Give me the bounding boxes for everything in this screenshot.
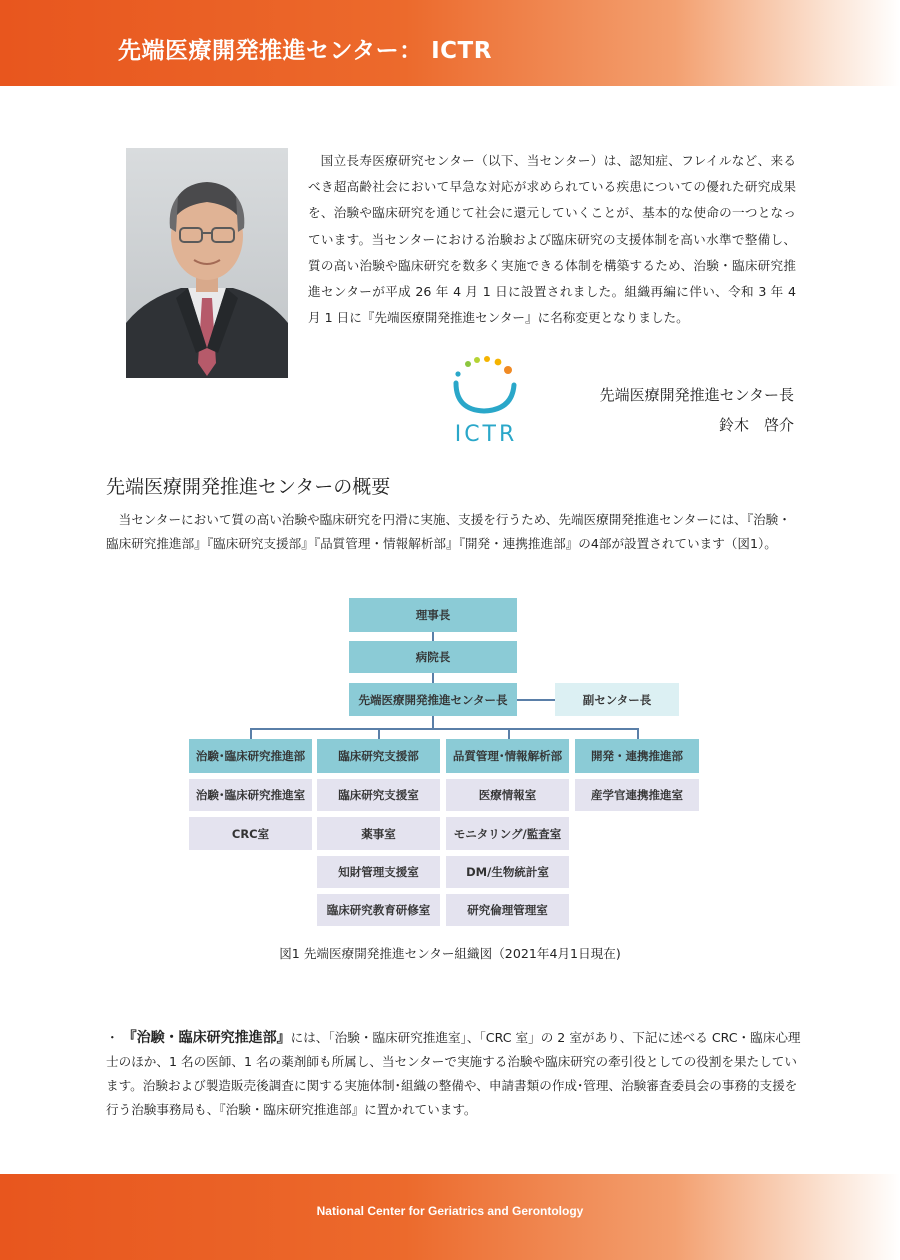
page-header [0,0,900,86]
connector-line [250,728,252,739]
connector-line [517,699,555,701]
page-title: 先端医療開発推進センター： ICTR [118,38,492,64]
org-division: 品質管理･情報解析部 [446,739,569,773]
figure-caption: 図1 先端医療開発推進センター組織図（2021年4月1日現在) [279,946,621,961]
director-title: 先端医療開発推進センター長 [599,386,794,404]
bullet-text: には、「治験・臨床研究推進室」、「CRC 室」の 2 室があり、下記に述べる CRC・臨床心理士のほか、1 名の医師、1 名の薬剤師も所属し、当センターで実施する治験や臨床研究の牽引役としての役割を果たしています。治験および製造販売後調査に関する実施体制･組織の整備や、申請書類の作成･管理、治験審査委員会の事務的支援を行う治験事務局も、『治験・臨床研究推進部』に置かれています。 [106,1030,801,1117]
director-portrait [126,148,288,378]
footer-text: National Center for Geriatrics and Gerontology [316,1204,584,1218]
connector-line [378,728,380,739]
org-division: 臨床研究支援部 [317,739,440,773]
org-box-chairman: 理事長 [349,598,517,632]
connector-line [432,716,434,729]
org-unit: 臨床研究教育研修室 [317,894,440,926]
org-unit: 産学官連携推進室 [575,779,699,811]
page-footer [0,1174,900,1260]
bullet-marker: ・ [106,1030,119,1045]
org-box-hospital-director: 病院長 [349,641,517,673]
org-box-center-director: 先端医療開発推進センター長 [349,683,517,716]
org-unit: 知財管理支援室 [317,856,440,888]
connector-line [637,728,639,739]
connector-line [432,632,434,641]
logo-text: ICTR [454,422,518,447]
org-box-deputy-director: 副センター長 [555,683,679,716]
org-unit: 医療情報室 [446,779,569,811]
ictr-logo [446,355,526,447]
org-unit: 臨床研究支援室 [317,779,440,811]
portrait-illustration [126,148,288,378]
connector-line [508,728,510,739]
bullet-paragraph [106,1026,802,1122]
org-unit: 治験･臨床研究推進室 [189,779,312,811]
org-division: 開発・連携推進部 [575,739,699,773]
bullet-emphasis: 『治験・臨床研究推進部』 [122,1030,291,1046]
overview-paragraph: 当センターにおいて質の高い治験や臨床研究を円滑に実施、支援を行うため、先端医療開発推進センターには、『治験・臨床研究推進部』『臨床研究支援部』『品質管理・情報解析部』『開発・連携推進部』の4部が設置されています（図1）。 [106,512,791,551]
org-unit: 研究倫理管理室 [446,894,569,926]
director-name: 鈴木 啓介 [718,416,794,434]
overview-heading: 先端医療開発推進センターの概要 [106,476,391,498]
intro-paragraph: 国立長寿医療研究センター（以下、当センター）は、認知症、フレイルなど、来るべき超高齢社会において早急な対応が求められている疾患についての優れた研究成果を、治験や臨床研究を通じて社会に還元していくことが、基本的な使命の一つとなっています。当センターにおける治験および臨床研究の支援体制を高い水準で整備し、質の高い治験や臨床研究を数多く実施できる体制を構築するため、治験・臨床研究推進センターが平成 26 年 4 月 1 日に設置されました。組織再編に伴い、令和 3 年 4 月 1 日に『先端医療開発推進センター』に名称変更となりました。 [308,153,796,326]
connector-line [250,728,638,730]
org-division: 治験･臨床研究推進部 [189,739,312,773]
org-unit: 薬事室 [317,817,440,850]
org-unit: DM/生物統計室 [446,856,569,888]
org-unit: CRC室 [189,817,312,850]
org-unit: モニタリング/監査室 [446,817,569,850]
connector-line [432,673,434,683]
ictr-logo-mark [446,355,526,447]
